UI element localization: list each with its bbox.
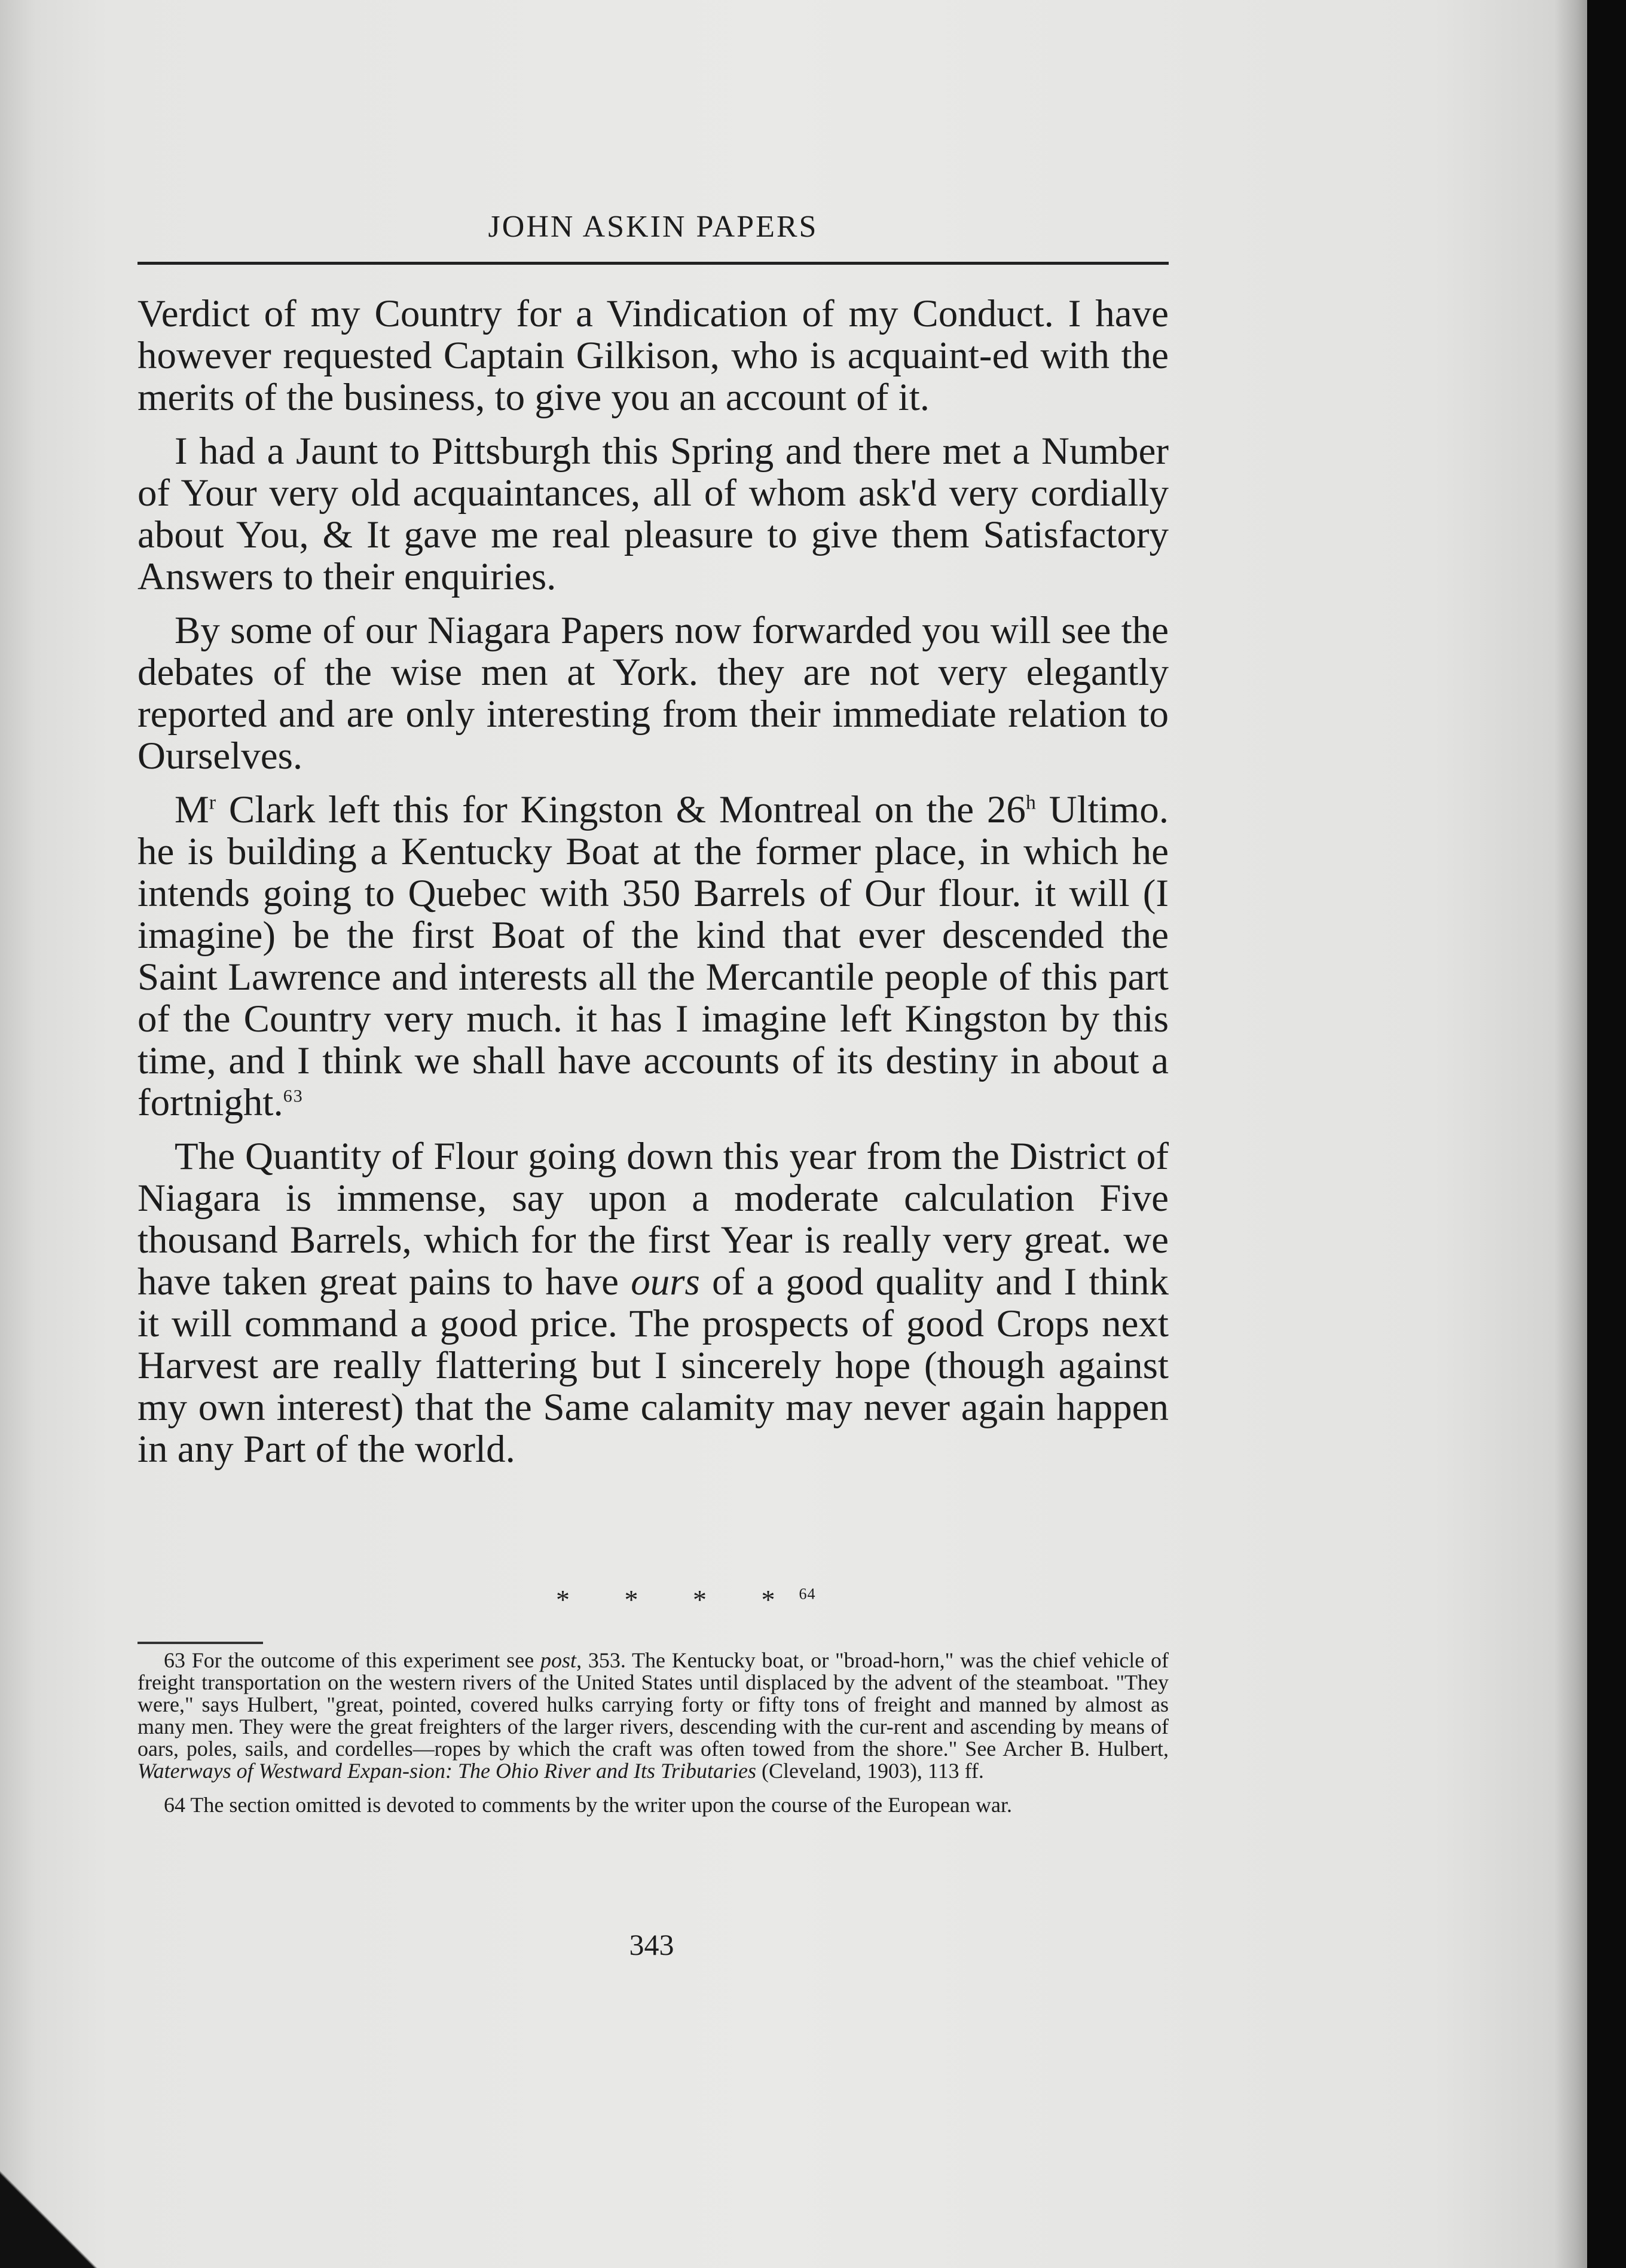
- main-text: [137, 293, 1169, 1482]
- paragraph-2: I had a Jaunt to Pittsburgh this Spring and there met a Number of Your very old acquaintances, all of whom ask'd very cordially about You, & It gave me real pleasure to give them Satisfactory Answers to their enquiries.: [137, 430, 1169, 598]
- footnote-63: [137, 1649, 1169, 1782]
- running-header: JOHN ASKIN PAPERS: [488, 210, 818, 244]
- p5-italic-ours: ours: [631, 1260, 700, 1303]
- paragraph-5: [137, 1135, 1169, 1470]
- scan-corner-shadow: [0, 2086, 179, 2268]
- p5-text-a: The Quantity of Flour going down this year from the District of Niagara is immense, say upon a moderate calculation Five thousand Barrels, which for the first Year is really very great. we have taken great pains to have: [137, 1135, 1169, 1303]
- fn63-text-a: 63 For the outcome of this experiment see: [164, 1648, 541, 1672]
- footnote-rule: [137, 1642, 263, 1644]
- page-number: 343: [629, 1928, 674, 1961]
- footnote-ref-63: 63: [283, 1086, 304, 1106]
- header-rule: [137, 262, 1169, 265]
- p5-text-b: of a good quality and I think it will command a good price. The prospects of good Crops next Harvest are really flattering but I sincerely hope (though against my own interest) that the Same calamity may never again happen in any Part of the world.: [137, 1260, 1169, 1471]
- fn63-book-title: Waterways of Westward Expan-sion: The Ohio River and Its Tributaries: [137, 1759, 756, 1783]
- footnote-64: 64 The section omitted is devoted to comments by the writer upon the course of the European war.: [164, 1793, 1012, 1817]
- p4-text-a: M: [175, 788, 209, 831]
- footnote-ref-64: 64: [799, 1585, 816, 1603]
- p4-superscript-h: h: [1025, 791, 1036, 814]
- fn63-text-c: (Cleveland, 1903), 113 ff.: [756, 1759, 984, 1783]
- p4-text-c: Ultimo. he is building a Kentucky Boat at the former place, in which he intends going to Quebec with 350 Barrels of Our flour. it will (I imagine) be the first Boat of the kind that ever descended the Saint Lawrence and interests all the Mercantile people of this part of the Country very much. it has I imagine left Kingston by this time, and I think we shall have accounts of its destiny in about a fortnight.: [137, 788, 1169, 1124]
- omission-asterisks: [556, 1584, 816, 1615]
- paragraph-1: Verdict of my Country for a Vindication of my Conduct. I have however requested Captain Gilkison, who is acquaint-ed with the merits of the business, to give you an account of it.: [137, 292, 1169, 419]
- paragraph-4: [137, 789, 1169, 1124]
- footnotes: [137, 1649, 1169, 1828]
- asterisks: * * * *: [556, 1584, 799, 1615]
- fn63-italic-post: post: [540, 1648, 577, 1672]
- page-edge-shadow: [1554, 0, 1590, 2268]
- fn63-text-b: , 353. The Kentucky boat, or "broad-horn," was the chief vehicle of freight transportation on the western rivers of the United States until displaced by the advent of the steamboat. "They were," says Hulbert, "great, pointed, covered hulks carrying forty or fifty tons of freight and manned by almost as many men. They were the great freighters of the larger rivers, descending with the cur-rent and ascending by means of oars, poles, sails, and cordelles—ropes by which the craft was often towed from the shore." See Archer B. Hulbert,: [137, 1648, 1169, 1761]
- p4-superscript-r: r: [209, 791, 216, 814]
- p4-text-b: Clark left this for Kingston & Montreal on the 26: [216, 788, 1026, 831]
- paragraph-3: By some of our Niagara Papers now forwarded you will see the debates of the wise men at York. they are not very elegantly reported and are only interesting from their immediate relation to Ourselves.: [137, 609, 1169, 778]
